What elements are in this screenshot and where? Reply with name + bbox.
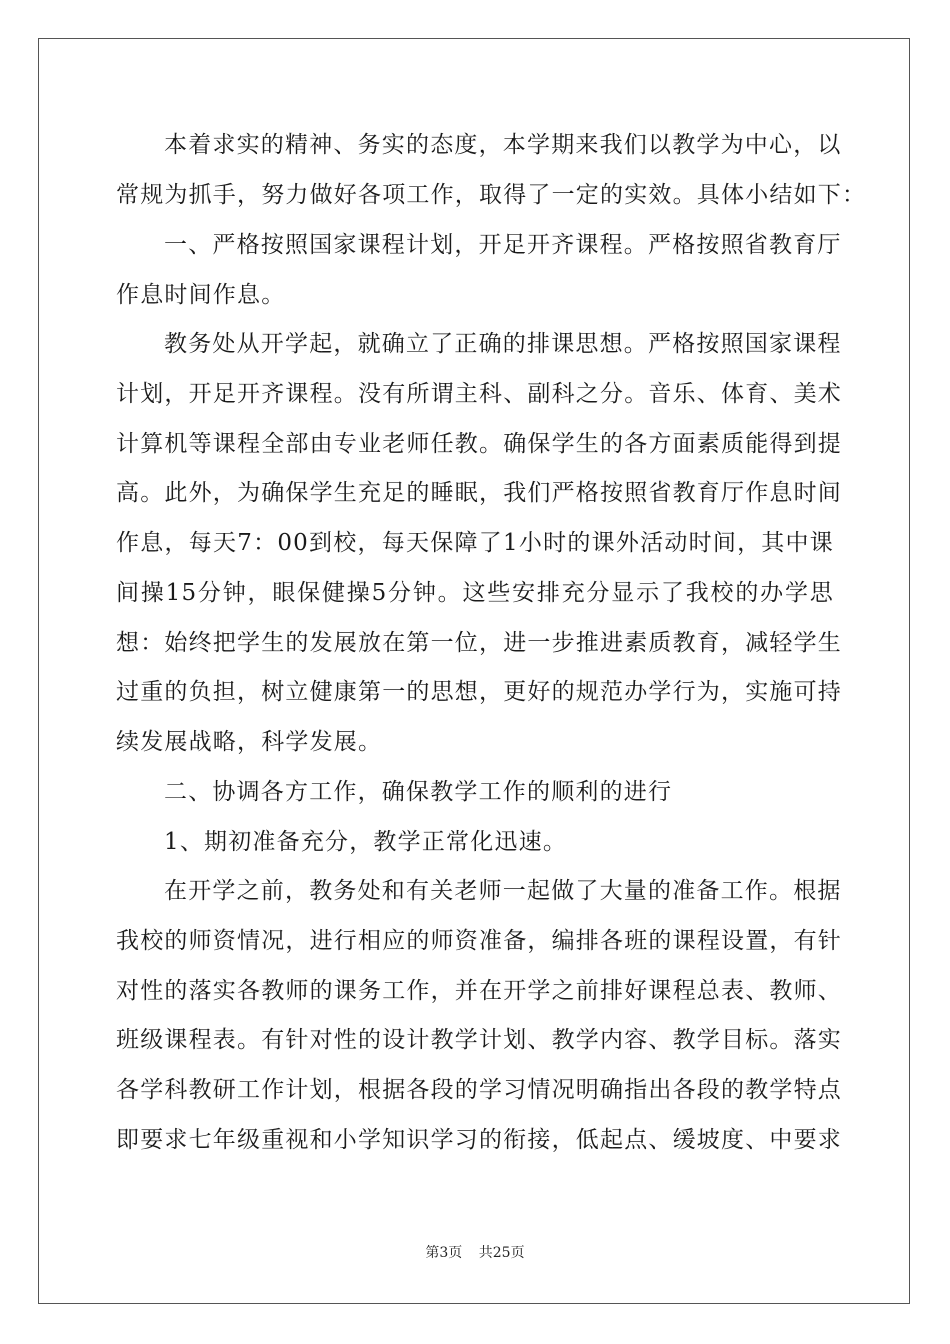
paragraph-line: 续发展战略，科学发展。 [116,729,383,755]
paragraph-line: 在开学之前，教务处和有关老师一起做了大量的准备工作。根据 [164,878,842,904]
paragraph-line: 计算机等课程全部由专业老师任教。确保学生的各方面素质能得到提 [116,431,842,457]
paragraph-line: 我校的师资情况，进行相应的师资准备，编排各班的课程设置，有针 [116,928,842,954]
paragraph-line: 高。此外，为确保学生充足的睡眠，我们严格按照省教育厅作息时间 [116,480,842,506]
paragraph-line: 本着求实的精神、务实的态度，本学期来我们以教学为中心，以 [164,132,842,158]
paragraph-line: 对性的落实各教师的课务工作，并在开学之前排好课程总表、教师、 [116,978,842,1004]
paragraph-line: 间操15分钟，眼保健操5分钟。这些安排充分显示了我校的办学思 [116,580,834,606]
paragraph-line: 教务处从开学起，就确立了正确的排课思想。严格按照国家课程 [164,331,842,357]
paragraph-line: 各学科教研工作计划，根据各段的学习情况明确指出各段的教学特点 [116,1077,842,1103]
paragraph-line: 想：始终把学生的发展放在第一位，进一步推进素质教育，减轻学生 [116,630,842,656]
page-number: 第3页 [425,1245,463,1261]
paragraph-line: 作息，每天7：00到校，每天保障了1小时的课外活动时间，其中课 [116,530,834,556]
subsection-heading: 1、期初准备充分，教学正常化迅速。 [164,829,568,855]
page-total: 共25页 [478,1245,525,1261]
paragraph-line: 常规为抓手，努力做好各项工作，取得了一定的实效。具体小结如下： [116,182,867,208]
page-footer [0,1242,950,1262]
paragraph-line: 过重的负担，树立健康第一的思想，更好的规范办学行为，实施可持 [116,679,842,705]
paragraph-line: 一、严格按照国家课程计划，开足开齐课程。严格按照省教育厅 [164,232,842,258]
paragraph-line: 即要求七年级重视和小学知识学习的衔接，低起点、缓坡度、中要求 [116,1127,842,1153]
section-heading: 二、协调各方工作，确保教学工作的顺利的进行 [164,779,673,805]
paragraph-line: 班级课程表。有针对性的设计教学计划、教学内容、教学目标。落实 [116,1027,842,1053]
paragraph-line: 计划，开足开齐课程。没有所谓主科、副科之分。音乐、体育、美术 [116,381,842,407]
paragraph-line: 作息时间作息。 [116,282,286,308]
